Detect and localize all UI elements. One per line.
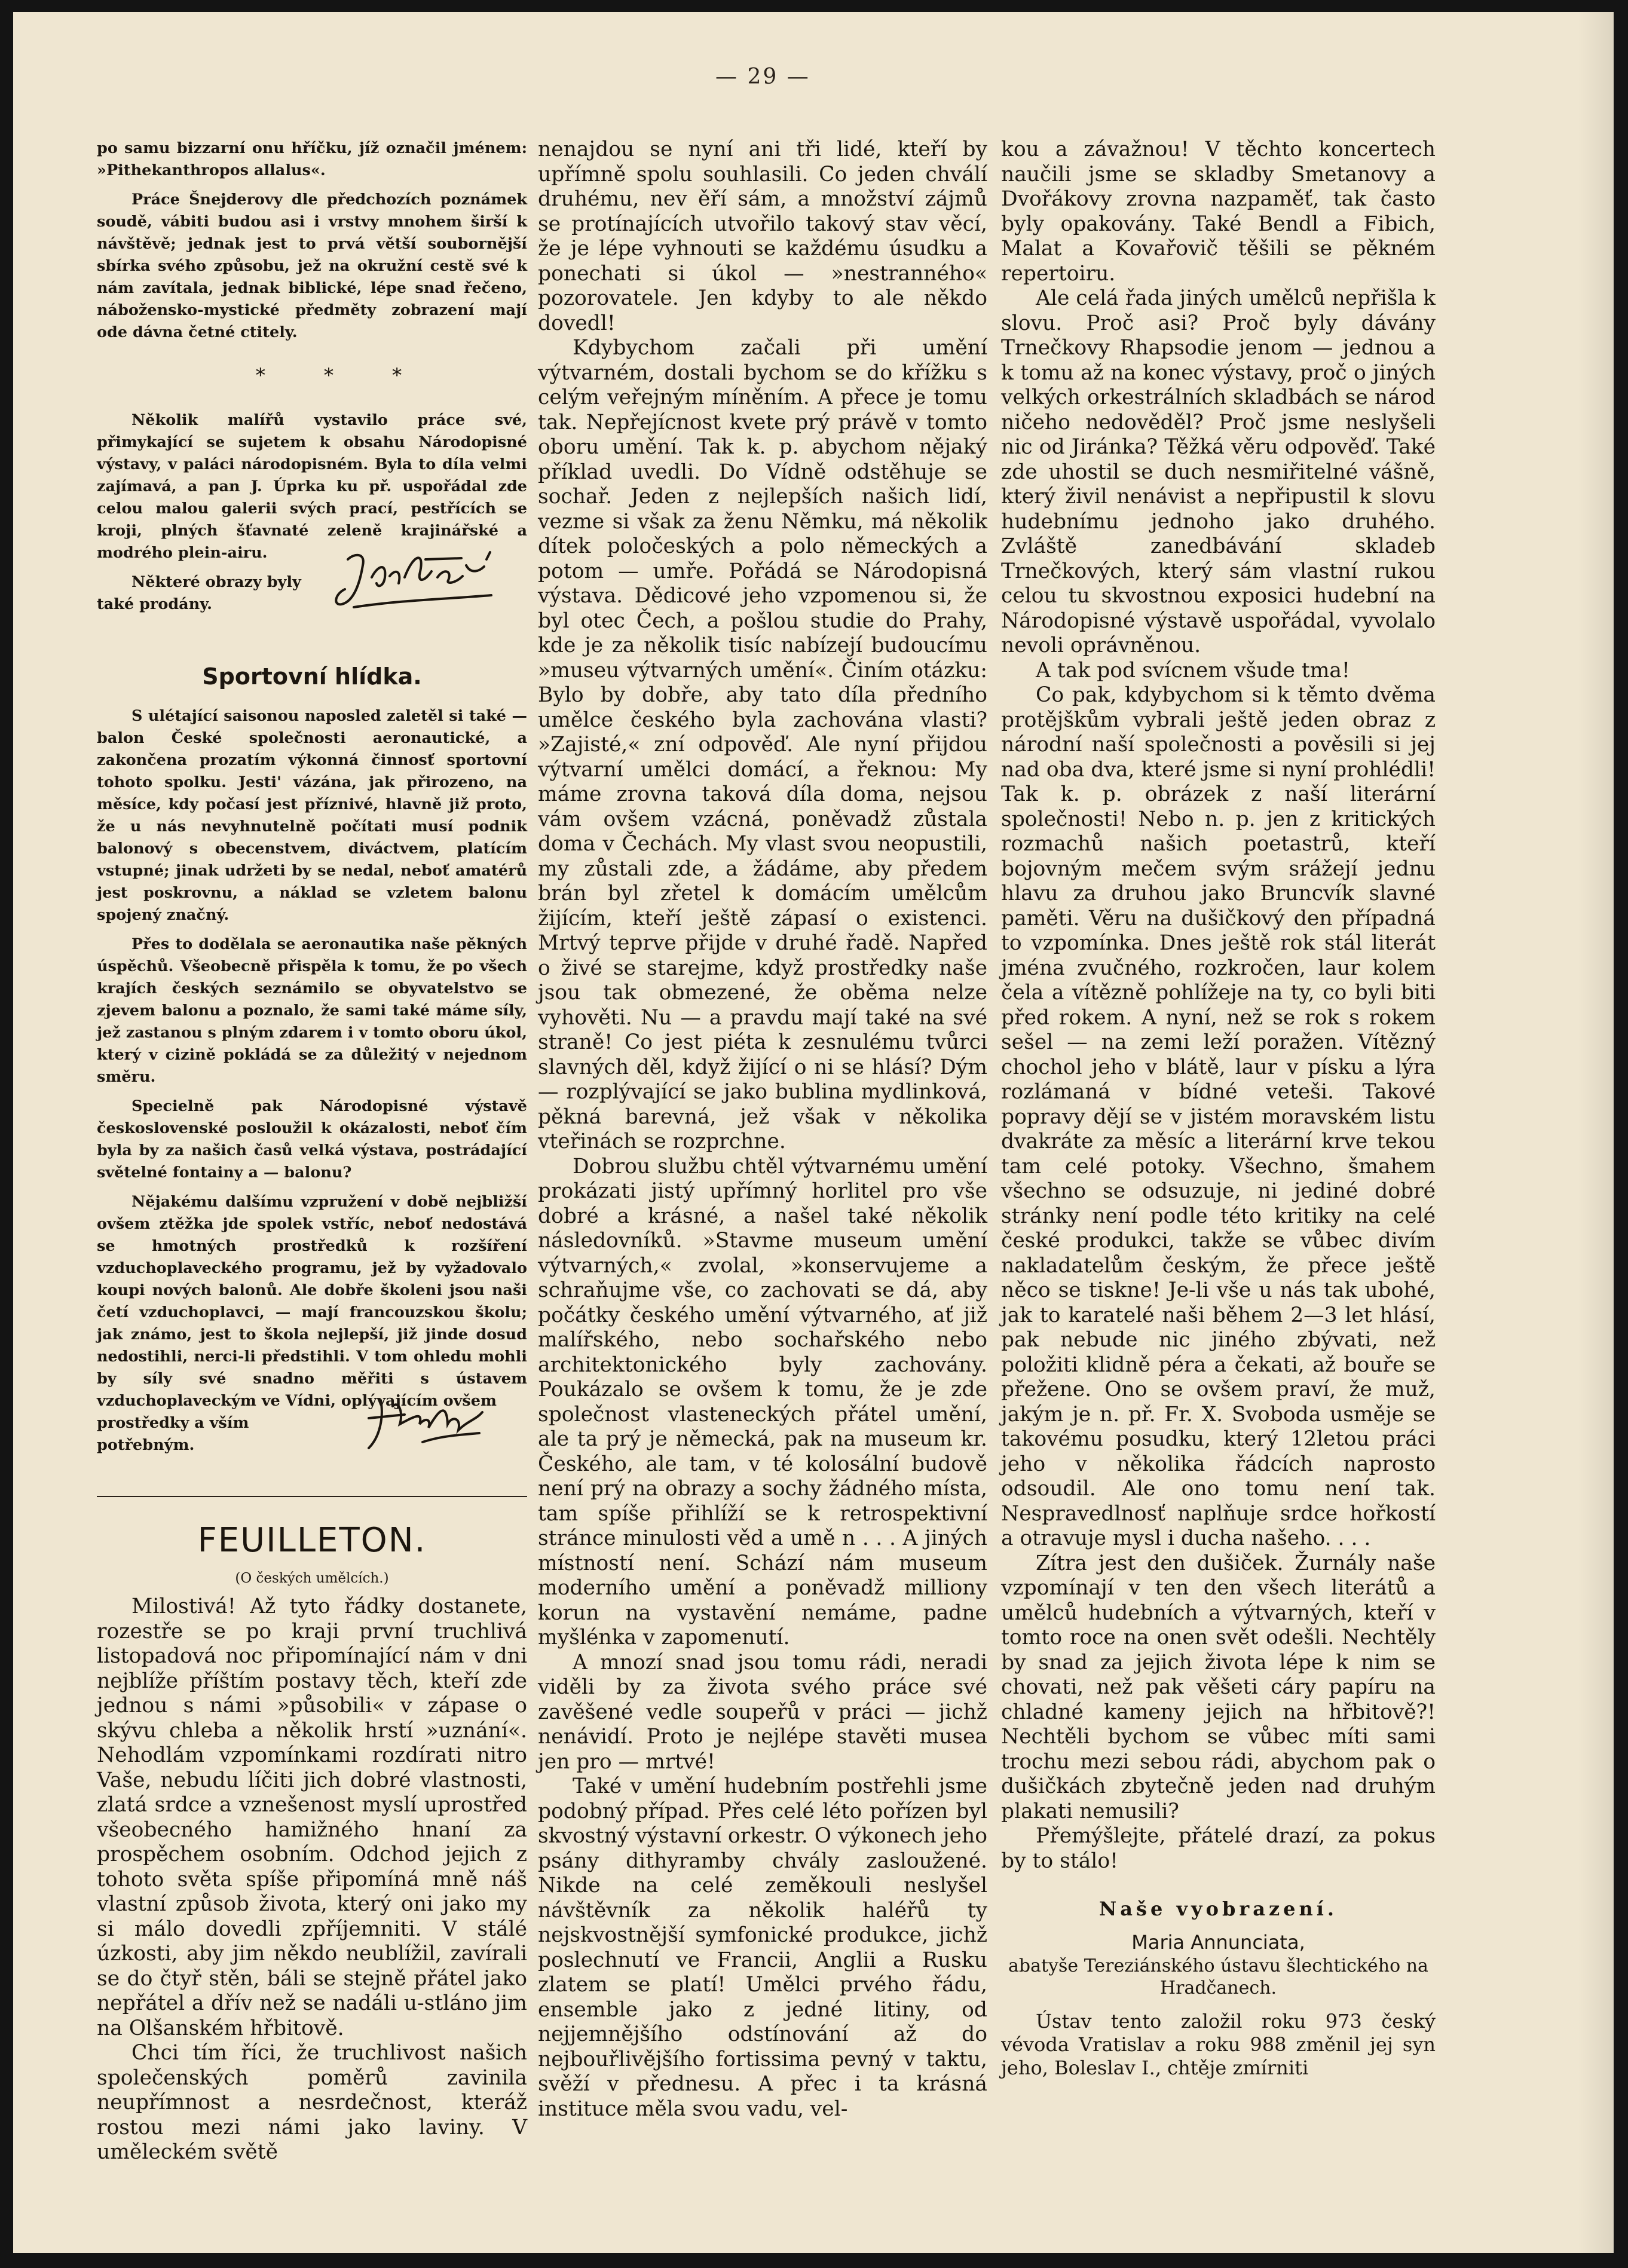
- illustration-caption-subtitle: abatyše Tereziánského ústavu šlechtického na Hradčanech.: [1008, 1955, 1428, 1998]
- col2-paragraph-4: A mnozí snad jsou tomu rádi, neradi viděli by za života svého práce své zavěšené vedle soupeřů v práci — jichž nenávidí. Proto je nejlépe stavěti musea jen pro — mrtvé!: [538, 1650, 987, 1774]
- signature-hruby-icon: [357, 1388, 488, 1454]
- col1-paragraph-8: Nějakému dalšímu vzpružení v době nejbližší ovšem ztěžka jde spolek vstříc, neboť nedostává se hmotných prostředků k rozšíření vzduchoplaveckého programu, jež by vyžadovalo koupi nových balonů. Ale dobře školeni jsou naši četí vzduchoplavci, — mají francouzskou školu; jak známo, jest to škola nejlepší, již jinde dosud nedostihli, nerci-li předstihli. V tom ohledu mohli by síly své snadno měřiti s ústavem vzduchoplaveckým ve Vídni, oplývajícím ovšem: [97, 1193, 527, 1410]
- illustration-text: Ústav tento založil roku 973 český vévoda Vratislav a roku 988 změnil jej syn jeho, Boleslav I., chtěje zmírniti: [1001, 2010, 1436, 2079]
- col2-paragraph-5: Také v umění hudebním postřehli jsme podobný případ. Přes celé léto pořízen byl skvostný výstavní orkestr. O výkonech jeho psány dithyramby chvály zasloužené. Nikde na celé zeměkouli neslyšel návštěvník za několik haléřů ty nejskvostnější symfonické produkce, jichž poslechnutí ve Francii, Anglii a Rusku zlatem se platí! Umělci prvého řádu, ensemble jako z jedné litiny, od nejjemnějšího odstínování až do nejbouřlivějšího fortissima pevný v taktu, svěží v přednesu. A přec i ta krásná instituce měla svou vadu, vel-: [538, 1774, 987, 2121]
- col1-paragraph-4: Některé obrazy byly také prodány.: [97, 573, 301, 613]
- feuilleton-heading: FEUILLETON.: [197, 1521, 427, 1560]
- col1-paragraph-6: Přes to dodělala se aeronautika naše pěkných úspěchů. Všeobecně přispěla k tomu, že po všech krajích českých seznámilo se obyvatelstvo se zjevem balonu a poznalo, že sami také máme síly, jež zastanou s plným zdarem i v tomto oboru úkol, který v cizině pokládá se za důležitý v nejednom směru.: [97, 935, 527, 1086]
- col1-paragraph-1: po samu bizzarní onu hříčku, jíž označil jménem: »Pithekanthropos allalus«.: [97, 139, 527, 179]
- col1-paragraph-2: Práce Šnejderovy dle předchozích poznámek soudě, vábiti budou asi i vrstvy mnohem širší k návštěvě; jednak jest to prvá větší soubornější sbírka svého způsobu, jež na okružní cestě své k nám zavítala, jednak biblické, lépe snad řečeno, nábožensko-mystické předměty zobrazení mají ode dávna četné ctitely.: [97, 191, 527, 341]
- feuilleton-paragraph-2: Chci tím říci, že truchlivost našich společenských poměrů zavinila neupřímnost a nesrdečnost, kteráž rostou mezi námi jako laviny. V uměleckém světě: [97, 2041, 527, 2164]
- feuilleton-paragraph-1: Milostivá! Až tyto řádky dostanete, rozestře se po kraji první truchlivá listopadová noc připomínající nám v dni nejblíže příštím postavy těch, kteří zde jednou s námi »působili« v zápase o skývu chleba a několik hrstí »uznání«. Nehodlám vzpomínkami rozdírati nitro Vaše, nebudu líčiti jich dobré vlastnosti, zlatá srdce a vznešenost myslí uprostřed všeobecného hamižného hnaní za prospěchem osobním. Odchod jejich z tohoto světa spíše připomíná mně náš vlastní způsob života, který oni jako my si málo dovedli zpříjemniti. V stálé úzkosti, aby jim někdo neublížil, zavírali se do čtyř stěn, báli se stejně přátel jako nepřátel a dřív než se nadáli u-stláno jim na Olšanském hřbitově.: [97, 1594, 527, 2040]
- page-shadow: [1578, 12, 1614, 2253]
- newspaper-page: [13, 12, 1614, 2253]
- feuilleton-body: [97, 1594, 527, 2165]
- col1-paragraph-5: S ulétající saisonou naposled zaletěl si také — balon České společnosti aeronautické, a zakončena prozatím výkonná činnosť sportovní tohoto spolku. Jesti' vázána, jak přirozeno, na měsíce, kdy počasí jest příznivé, hlavně již proto, že u nás nevyhnutelně počítati musí podnik balonový s obecenstvem, diváctvem, platícím vstupné; jinak udržeti by se nedal, neboť amatérů jest poskrovnu, a náklad se vzletem balonu spojený značný.: [97, 707, 527, 924]
- feuilleton-divider-rule: [97, 1496, 527, 1497]
- col2-paragraph-2: Kdybychom začali při umění výtvarném, dostali bychom se do křížku s celým veřejným míněním. A přece je tomu tak. Nepřejícnost kvete prý právě v tomto oboru umění. Tak k. p. abychom nějaký příklad uvedli. Do Vídně odstěhuje se sochař. Jeden z nejlepších našich lidí, vezme si však za ženu Němku, má několik dítek poločeských a polo německých a potom — umře. Pořádá se Národopisná výstava. Dědicové jeho vzpomenou si, že byl otec Čech, a pošlou studie do Prahy, kde je za několik tisíc nabízejí budoucímu »museu výtvarných umění«. Činím otázku: Bylo by dobře, aby tato díla předního umělce českého byla zachována vlasti? »Zajisté,« zní odpověď. Ale nyní přijdou výtvarní umělci domácí, a řeknou: My máme zrovna taková díla doma, nejsou vám ovšem vzácná, poněvadž zůstala doma v Čechách. My vlast svou neopustili, my zůstali zde, a žádáme, aby předem brán byl zřetel k domácím umělcům žijícím, kteří ještě zápasí o existenci. Mrtvý teprve přijde v druhé řadě. Napřed o živé se starejme, když prostředky naše jsou tak obmezené, že oběma nelze vyhověti. Nu — a pravdu mají také na své straně! Co jest piéta k zesnulému tvůrci slavných děl, když žijící o ni se hlásí? Dým — rozplývající se jako bublina mydlinková, pěkná barevná, jež však v několika vteřinách se rozprchne.: [538, 336, 987, 1153]
- col3-paragraph-5: Zítra jest den dušiček. Žurnály naše vzpomínají v ten den všech literátů a umělců hudebních a výtvarných, kteří v tomto roce na onen svět odešli. Nechtěly by snad za jejich života lépe k nim se chovati, než pak věšeti cáry papíru na chladné kameny jejich na hřbitově?! Nechtěli bychom se vůbec míti sami trochu mezi sebou rádi, abychom pak o dušičkách zbytečně jeden nad druhým plakati nemusili?: [1001, 1551, 1436, 1823]
- signature-block-2: [97, 1412, 527, 1455]
- col2-paragraph-1: nenajdou se nyní ani tři lidé, kteří by upřímně spolu souhlasili. Co jeden chválí druhému, nev ěří sám, a množství zájmů se protínajících utvořilo takový stav věcí, že je lépe vyhnouti se každému úsudku a ponechati si úkol — »nestranného« pozorovatele. Jen kdyby to ale někdo dovedl!: [538, 137, 987, 335]
- sport-section-heading: Sportovní hlídka.: [202, 663, 422, 690]
- signature-block-1: [97, 571, 527, 620]
- col1-paragraph-3: Několik malířů vystavilo práce své, přimykající se sujetem k obsahu Národopisné výstavy, v paláci národopisném. Byla to díla velmi zajímavá, a pan J. Úprka ku př. uspořádal zde celou malou galerii svých prací, pestřících se kroji, plných šťavnaté zeleně krajinářské a modrého plein-airu.: [97, 411, 527, 562]
- nase-vyobrazeni-heading: Naše vyobrazení.: [1098, 1897, 1338, 1920]
- signature-jan-bukaj-icon: [330, 541, 503, 613]
- col3-paragraph-3: A tak pod svícnem všude tma!: [1036, 658, 1350, 682]
- col3-paragraph-4: Co pak, kdybychom si k těmto dvěma protějškům vybrali ještě jeden obraz z národní naší společnosti a pověsili si jej nad oba dva, které jsme si nyní prohlédli! Tak k. p. obrázek z naší literární společnosti! Nebo n. p. jen z kritických rozmachů našich poetastrů, kteří bojovným mečem svým srážejí jednu hlavu za druhou jako Bruncvík slavné paměti. Věru na dušičkový den případná to vzpomínka. Dnes ještě rok stál literát jména zvučného, rozkročen, laur kolem čela a vítězně pohlížeje na ty, co byli biti před rokem. A nyní, než se rok s rokem sešel — na zemi leží poražen. Vítězný chochol jeho v blátě, laur v písku a lýra rozlámaná v bídné veteši. Takové popravy dějí se v jistém moravském listu dvakráte za měsíc a literární krve tekou tam celé potoky. Všechno, šmahem všechno se odsuzuje, ni jediné dobré stránky není podle této kritiky na celé české produkci, takže se vůbec divím nakladatelům českým, že přece ještě něco se tiskne! Je-li vše u nás tak ubohé, jak to karatelé naši během 2—3 let hlásí, pak nebude nic jiného zbývati, než položiti klidně péra a čekati, až bouře se přežene. Ono se ovšem praví, že muž, jakým je n. př. Fr. X. Svoboda usměje se takovému posudku, který 12letou práci jeho v několika řádcích naprosto odsoudil. Ale ono tomu není tak. Nespravedlnosť naplňuje srdce hořkostí a otravuje mysl i ducha našeho. . . .: [1001, 683, 1436, 1550]
- section-divider-asterisks: * * *: [255, 364, 429, 387]
- feuilleton-subheading: (O českých umělcích.): [235, 1571, 389, 1586]
- page-number: — 29 —: [715, 65, 810, 89]
- col1-paragraph-7: Specielně pak Národopisné výstavě československé posloužil k okázalosti, neboť čím byla by za našich časů velká výstava, postrádající světelné fontainy a — balonu?: [97, 1097, 527, 1182]
- column-3: [1001, 137, 1436, 2080]
- illustration-caption-name: Maria Annunciata,: [1131, 1931, 1305, 1954]
- column-1: [97, 137, 527, 2165]
- col1-paragraph-9: prostředky a vším potřebným.: [97, 1414, 249, 1454]
- col3-paragraph-6: Přemýšlejte, přátelé drazí, za pokus by to stálo!: [1001, 1824, 1436, 1873]
- column-2: [538, 137, 987, 2122]
- col3-paragraph-1: kou a závažnou! V těchto koncertech naučili jsme se skladby Smetanovy a Dvořákovy zrovna nazpaměť, tak často byly opakovány. Také Bendl a Fibich, Malat a Kovařovič těšili se pěkném repertoiru.: [1001, 137, 1436, 286]
- col2-paragraph-3: Dobrou službu chtěl výtvarnému umění prokázati jistý upřímný horlitel pro vše dobré a krásné, a našel také několik následovníků. »Stavme museum umění výtvarných,« zvolal, »konservujeme a schraňujme vše, co zachovati se dá, aby počátky českého umění výtvarného, ať již malířského, nebo sochařského nebo architektonického byly zachovány. Poukázalo se ovšem k tomu, že je zde společnost vlasteneckých přátel umění, ale ta prý je německá, pak na museum kr. Českého, ale tam, v té kolosální budově není prý na obrazy a sochy žádného místa, tam spíše přihlíží se k retrospektivní stránce minulosti věd a umě n . . . A jiných místností není. Schází nám museum moderního umění a poněvadž milliony korun na vystavění nemáme, padne myšlénka v zapomenutí.: [538, 1154, 987, 1649]
- col3-paragraph-2: Ale celá řada jiných umělců nepřišla k slovu. Proč asi? Proč byly dávány Trnečkovy Rhapsodie jenom — jednou a k tomu až na konec výstavy, proč o jiných velkých orkestrálních skladbách se národ ničeho nedověděl? Proč jsme neslyšeli nic od Jiránka? Těžká věru odpověď. Také zde uhostil se duch nesmiřitelné vášně, který živil nenávist a nepřipustil k slovu hudebnímu jednoho jako druhého. Zvláště zanedbávání skladeb Trnečkových, který sám vlastní rukou celou tu skvostnou exposici hudební na Národopisné výstavě uspořádal, vyvolalo nevoli oprávněnou.: [1001, 286, 1436, 657]
